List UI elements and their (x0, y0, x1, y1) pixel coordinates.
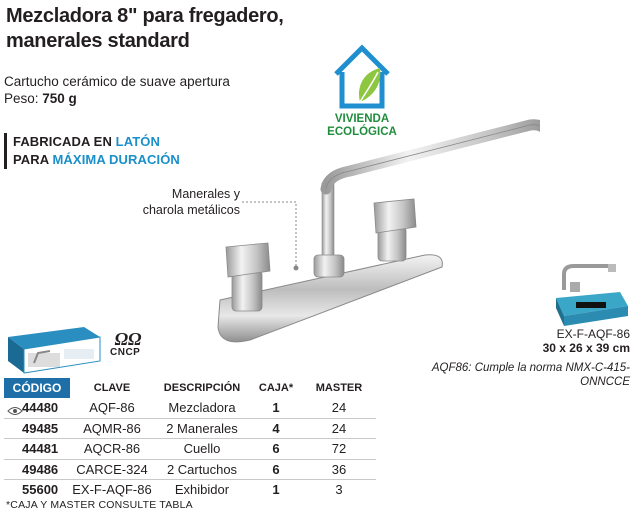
cncp-label: CNCP (110, 347, 141, 358)
row-master: 24 (302, 418, 376, 439)
row-descripcion: Mezcladora (168, 400, 236, 416)
row-master: 24 (331, 400, 347, 416)
row-caja: 1 (272, 400, 280, 416)
manerales-label (130, 186, 240, 218)
manerales-line-2: charola metálicos (142, 203, 240, 217)
row-caja: 1 (250, 480, 302, 500)
row-clave: AQMR-86 (70, 418, 154, 439)
exhibitor-image (550, 260, 632, 328)
exhibitor-dimensions: 30 x 26 x 39 cm (542, 341, 630, 355)
row-descripcion: 2 Manerales (154, 418, 250, 439)
svg-text:ΩΩ: ΩΩ (114, 329, 142, 349)
feature-weight (4, 90, 77, 107)
manerales-line-1: Manerales y (171, 187, 240, 201)
row-master: 3 (302, 480, 376, 500)
row-clave: EX-F-AQF-86 (70, 480, 154, 500)
header-clave: CLAVE (70, 378, 154, 398)
eco-badge-line-2: ECOLÓGICA (327, 126, 397, 138)
header-master: MASTER (302, 378, 376, 398)
row-caja: 4 (250, 418, 302, 439)
row-master: 36 (302, 459, 376, 480)
row-code: 55600 (4, 480, 70, 500)
header-descripcion: DESCRIPCIÓN (154, 378, 250, 398)
header-codigo: CÓDIGO (4, 378, 70, 398)
weight-label: Peso: (4, 91, 43, 106)
norma-text: AQF86: Cumple la norma NMX-C-415-ONNCCE (431, 362, 630, 388)
callout-bar (4, 133, 7, 169)
callout-duration: MÁXIMA DURACIÓN (52, 152, 180, 167)
row-code: 44480 (22, 400, 59, 416)
callout-text-2: PARA (13, 152, 53, 167)
row-descripcion: Exhibidor (154, 480, 250, 500)
row-code: 44481 (4, 439, 70, 460)
feature-cartridge (4, 73, 230, 90)
callout-text-1: FABRICADA EN (13, 134, 116, 149)
callout-brass: LATÓN (115, 134, 160, 149)
feature-cartridge-text: Cartucho cerámico de suave apertura (4, 74, 230, 89)
header-caja: CAJA* (250, 378, 302, 398)
product-title: Mezcladora 8" para fregadero, manerales standard (6, 5, 284, 52)
row-clave: AQF-86 (89, 400, 135, 416)
row-caja: 6 (250, 459, 302, 480)
table-row (4, 439, 376, 460)
row-caja: 6 (250, 439, 302, 460)
row-clave: CARCE-324 (70, 459, 154, 480)
product-table (4, 378, 376, 500)
table-row (4, 418, 376, 439)
exhibitor-label: EX-F-AQF-86 (556, 327, 630, 341)
row-clave: AQCR-86 (70, 439, 154, 460)
footnote: *CAJA Y MASTER CONSULTE TABLA (6, 499, 193, 511)
box-image (4, 323, 102, 375)
table-row (4, 459, 376, 480)
table-row (4, 480, 376, 500)
row-code: 49485 (4, 418, 70, 439)
weight-value: 750 g (42, 91, 77, 106)
callout-line-1 (13, 133, 160, 151)
row-master: 72 (302, 439, 376, 460)
table-header-row (4, 378, 376, 398)
eye-icon (7, 406, 23, 416)
callout-line-2 (13, 151, 180, 169)
eco-badge-line-1: VIVIENDA (334, 113, 390, 125)
row-descripcion: 2 Cartuchos (154, 459, 250, 480)
row-descripcion: Cuello (154, 439, 250, 460)
table-row (4, 398, 376, 418)
row-code: 49486 (4, 459, 70, 480)
manerales-pointer (238, 196, 308, 276)
